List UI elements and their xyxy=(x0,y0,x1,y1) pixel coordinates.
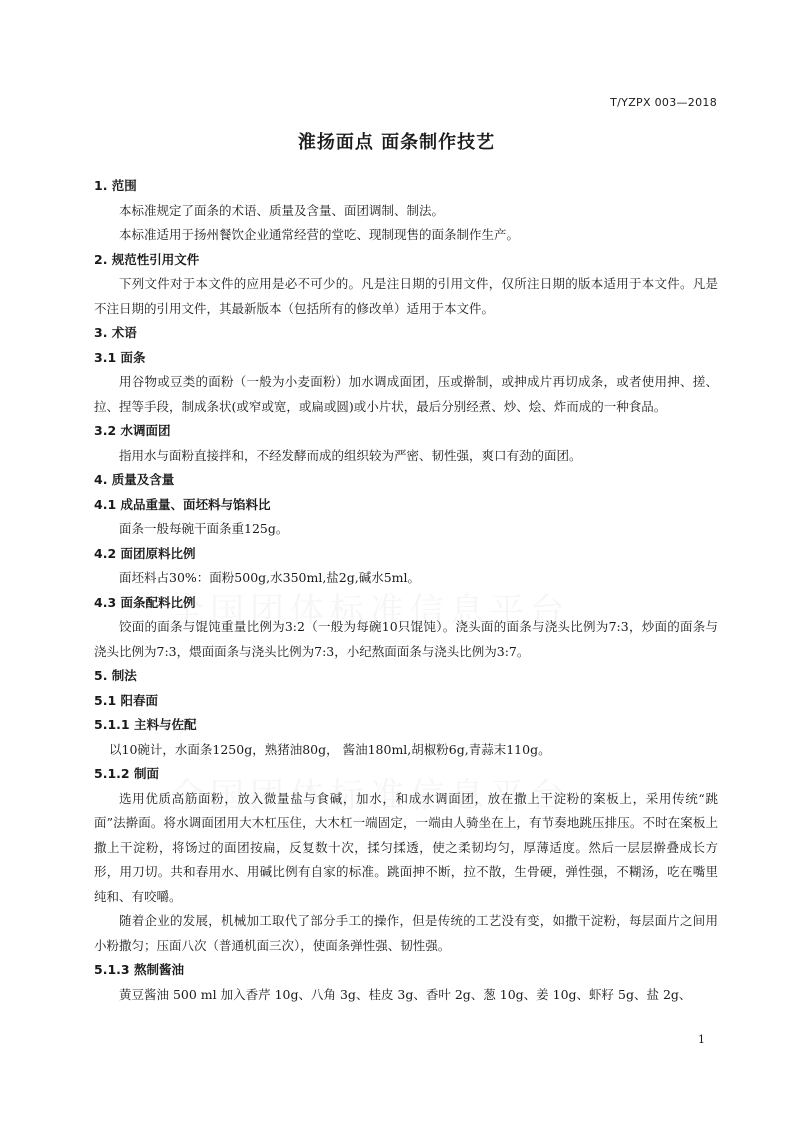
section-heading: 2. 规范性引用文件 xyxy=(94,251,200,267)
section-heading: 5.1.3 熬制酱油 xyxy=(94,962,184,977)
paragraph: 面条一般每碗干面条重125g。 xyxy=(119,521,289,536)
document-body xyxy=(94,174,718,1007)
paragraph: 本标准适用于扬州餐饮企业通常经营的堂吃、现制现售的面条制作生产。 xyxy=(119,227,520,242)
paragraph: 饺面的面条与馄饨重量比例为3:2（一般为每碗10只馄饨）。浇头面的面条与浇头比例为7:3，炒面的面条与浇头比例为7:3，煨面面条与浇头比例为7:3，小纪熬面面条与浇头比例为3:7。 xyxy=(94,619,718,659)
paragraph: 选用优质高筋面粉，放入微量盐与食碱，加水，和成水调面团，放在撒上干淀粉的案板上，采用传统“跳面”法擀面。将水调面团用大木杠压住，大木杠一端固定，一端由人骑坐在上，有节奏地跳压排压。不时在案板上撒上干淀粉，将饧过的面团按扁，反复数十次，揉匀揉透，使之柔韧均匀，厚薄适度。然后一层层擀叠成长方形，用刀切。共和春用水、用碱比例有自家的标准。跳面抻不断，拉不散，生骨硬，弹性强，不糊汤，吃在嘴里纯和、有咬嚼。 xyxy=(94,790,718,904)
section-heading: 3.2 水调面团 xyxy=(94,423,171,438)
section-heading: 4. 质量及含量 xyxy=(94,472,175,487)
paragraph: 随着企业的发展，机械加工取代了部分手工的操作，但是传统的工艺没有变，如撒干淀粉，每层面片之间用小粉撒匀；压面八次（普通机面三次），使面条弹性强、韧性强。 xyxy=(94,913,718,953)
page-number: 1 xyxy=(698,1033,705,1046)
paragraph: 下列文件对于本文件的应用是必不可少的。凡是注日期的引用文件，仅所注日期的版本适用于本文件。凡是不注日期的引用文件，其最新版本（包括所有的修改单）适用于本文件。 xyxy=(94,276,718,316)
paragraph: 黄豆酱油 500 ml 加入香芹 10g、八角 3g、桂皮 3g、香叶 2g、葱 10g、姜 10g、虾籽 5g、盐 2g、 xyxy=(119,986,692,1002)
section-heading: 3.1 面条 xyxy=(94,349,146,365)
page-title: 淮扬面点 面条制作技艺 xyxy=(297,132,496,153)
section-heading: 5.1 阳春面 xyxy=(94,692,158,708)
section-heading: 5.1.1 主料与佐配 xyxy=(94,717,197,732)
section-heading: 4.3 面条配料比例 xyxy=(94,594,196,610)
paragraph: 指用水与面粉直接拌和，不经发酵而成的组织较为严密、韧性强，爽口有劲的面团。 xyxy=(119,447,582,463)
paragraph: 面坯料占30%：面粉500g,水350ml,盐2g,碱水5ml。 xyxy=(119,570,421,585)
paragraph: 本标准规定了面条的术语、质量及含量、面团调制、制法。 xyxy=(119,202,445,218)
section-heading: 5.1.2 制面 xyxy=(94,766,159,781)
section-heading: 4.2 面团原料比例 xyxy=(94,545,196,561)
standard-code: T/YZPX 003—2018 xyxy=(610,96,717,109)
paragraph: 以10碗计，水面条1250g，熟猪油80g， 酱油180ml,胡椒粉6g,青蒜末110g。 xyxy=(109,741,551,757)
section-heading: 4.1 成品重量、面坯料与馅料比 xyxy=(94,496,271,512)
paragraph: 用谷物或豆类的面粉（一般为小麦面粉）加水调成面团，压或擀制，或抻成片再切成条，或者使用抻、搓、拉、捏等手段，制成条状(或窄或宽，或扁或圆)或小片状，最后分别经煮、炒、烩、炸而成的一种食品。 xyxy=(94,374,718,414)
section-heading: 3. 术语 xyxy=(94,325,137,340)
section-heading: 1. 范围 xyxy=(94,178,137,193)
section-heading: 5. 制法 xyxy=(94,668,137,683)
